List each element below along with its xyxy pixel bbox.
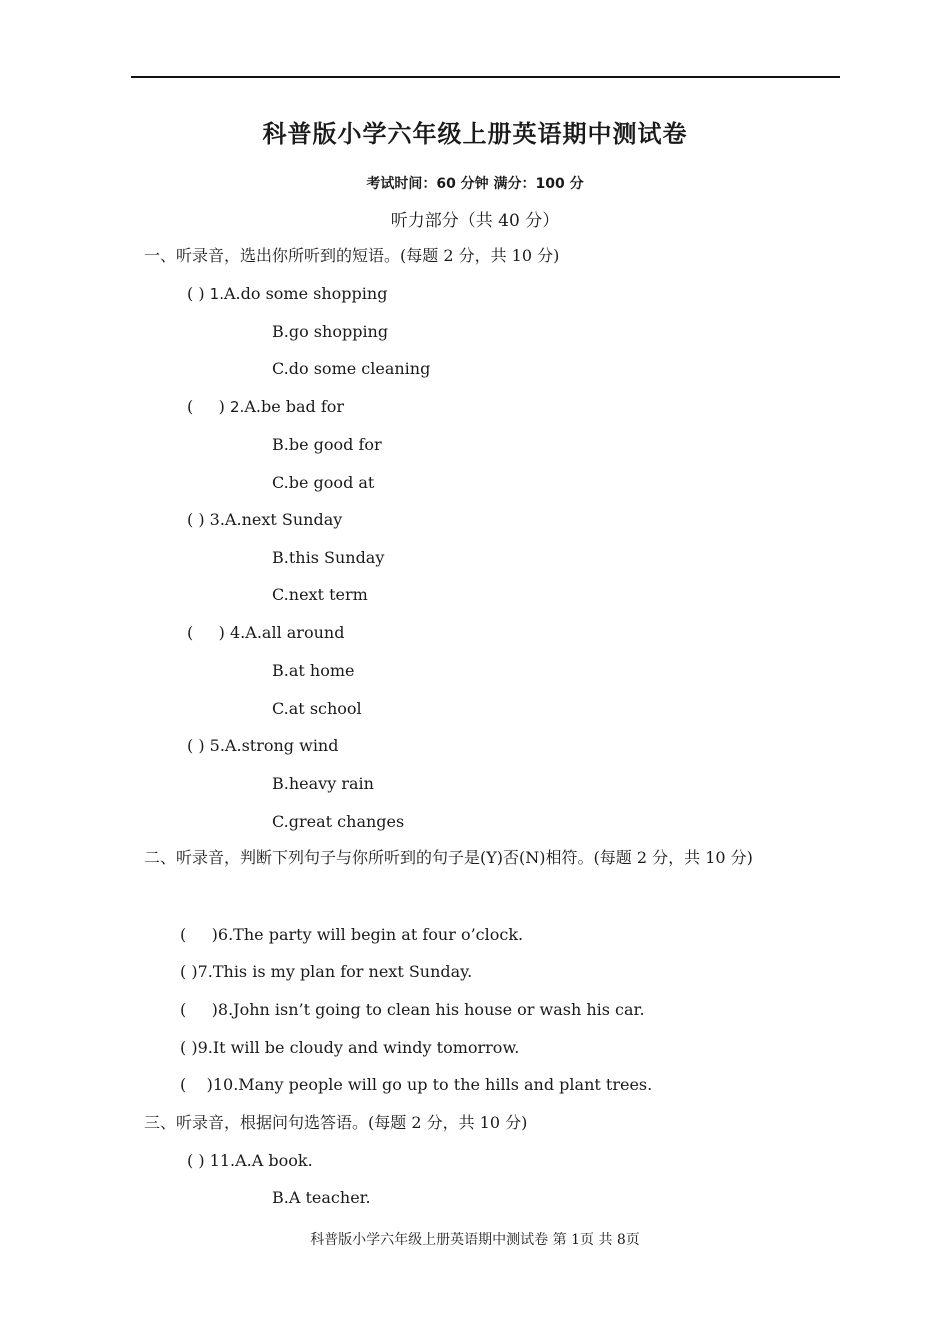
question-11: ( ) 11.A.A book. xyxy=(187,1151,313,1170)
option-b: B.go shopping xyxy=(272,322,389,341)
header-rule xyxy=(131,76,840,78)
answer-bracket: ( ) xyxy=(187,397,225,416)
statement-8: ( )8.John isn’t going to clean his house or wash his car. xyxy=(180,1000,645,1019)
question-2 xyxy=(187,396,344,418)
question-4: ( ) 4.A.all around xyxy=(187,623,345,642)
statement-6: ( )6.The party will begin at four o’clock. xyxy=(180,925,524,944)
question-5: ( ) 5.A.strong wind xyxy=(187,736,339,755)
question-3: ( ) 3.A.next Sunday xyxy=(187,510,343,529)
page-footer: 科普版小学六年级上册英语期中测试卷 第 1页 共 8页 xyxy=(310,1232,640,1248)
option-a: A.be bad for xyxy=(244,397,345,416)
statement-7: ( )7.This is my plan for next Sunday. xyxy=(180,962,473,981)
option-b: B.heavy rain xyxy=(272,774,374,793)
option-a: A.do some shopping xyxy=(223,284,388,303)
option-c: C.do some cleaning xyxy=(272,359,431,378)
option-b: B.at home xyxy=(272,661,355,680)
part2-instruction: 二、听录音，判断下列句子与你所听到的句子是(Y)否(N)相符。(每题 2 分，共 10 分) xyxy=(144,848,753,867)
answer-bracket: ( ) xyxy=(187,284,205,303)
page-title: 科普版小学六年级上册英语期中测试卷 xyxy=(262,120,688,148)
option-b: B.this Sunday xyxy=(272,548,385,567)
exam-meta: 考试时间：60 分钟 满分：100 分 xyxy=(366,176,584,192)
option-b: B.be good for xyxy=(272,435,382,454)
option-c: C.be good at xyxy=(272,473,375,492)
option-c: C.next term xyxy=(272,585,368,604)
question-number: 1. xyxy=(209,285,224,303)
statement-9: ( )9.It will be cloudy and windy tomorrow. xyxy=(180,1038,520,1057)
option-b: B.A teacher. xyxy=(272,1188,371,1207)
question-number: 2. xyxy=(230,398,245,416)
part1-instruction: 一、听录音，选出你所听到的短语。(每题 2 分，共 10 分) xyxy=(144,246,560,265)
part3-instruction: 三、听录音，根据问句选答语。(每题 2 分，共 10 分) xyxy=(144,1113,528,1132)
question-1 xyxy=(187,283,387,305)
statement-10: ( )10.Many people will go up to the hills and plant trees. xyxy=(180,1075,653,1094)
option-c: C.great changes xyxy=(272,812,405,831)
option-c: C.at school xyxy=(272,699,362,718)
section-heading: 听力部分（共 40 分） xyxy=(390,211,560,231)
